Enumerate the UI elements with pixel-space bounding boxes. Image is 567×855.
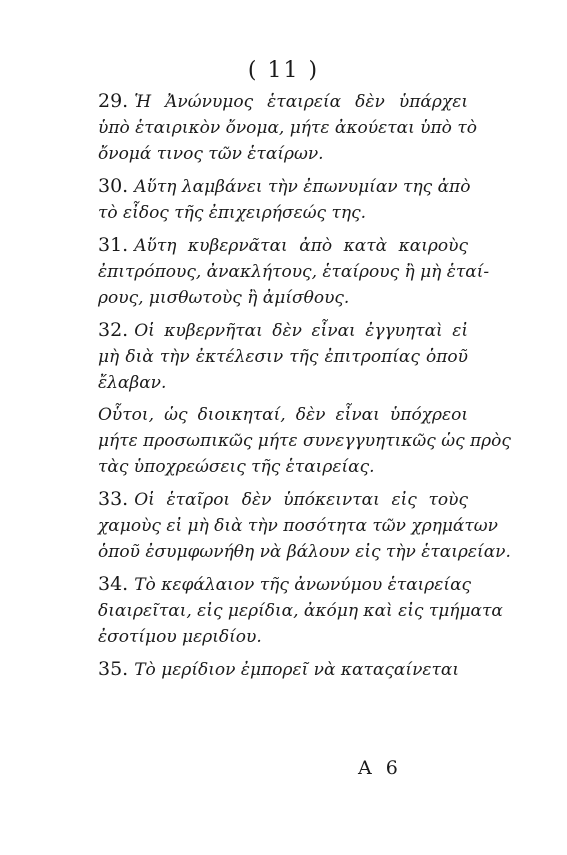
line-text: Τὸ μερίδιον ἐμπορεῖ νὰ καταςαίνεται <box>134 660 460 680</box>
line-text: ἐσοτίμου μεριδίου. <box>98 627 262 647</box>
line-text: Αὕτη λαμβάνει τὴν ἐπωνυμίαν της ἀπὸ <box>134 177 471 197</box>
line-text: μὴ διὰ τὴν ἐκτέλεσιν τῆς ἐπιτροπίας ὁποῦ <box>98 347 468 367</box>
text-line <box>98 513 499 539</box>
text-line <box>98 232 468 259</box>
paragraph-number: 34. <box>98 573 129 595</box>
line-text: μήτε προσωπικῶς μήτε συνεγγυητικῶς ὡς πρὸς <box>98 431 511 451</box>
text-line <box>98 428 511 454</box>
text-line <box>98 402 468 428</box>
text-line <box>98 598 503 624</box>
line-text: τὰς ὑποχρεώσεις τῆς ἑταιρείας. <box>98 457 375 477</box>
line-text: Οἱ κυβερνῆται δὲν εἶναι ἐγγυηταὶ εἰ <box>134 321 468 341</box>
line-text: τὸ εἶδος τῆς ἐπιχειρήσεώς της. <box>98 203 366 223</box>
line-text: ὁποῦ ἐσυμφωνήθη νὰ βάλουν εἰς τὴν ἑταιρείαν. <box>98 542 511 562</box>
text-line <box>98 344 468 370</box>
text-line <box>98 571 472 598</box>
line-text: Ἡ Ἀνώνυμος ἑταιρεία δὲν ὑπάρχει <box>134 92 468 112</box>
signature-mark: Α 6 <box>358 757 402 779</box>
line-text: Τὸ κεφάλαιον τῆς ἀνωνύμου ἑταιρείας <box>134 575 472 595</box>
paragraph <box>98 317 468 396</box>
paragraph-number: 35. <box>98 658 129 680</box>
line-text: διαιρεῖται, εἰς μερίδια, ἀκόμη καὶ εἰς τμήματα <box>98 601 503 621</box>
paragraph-number: 33. <box>98 488 129 510</box>
text-line <box>98 624 468 650</box>
text-line <box>98 539 511 565</box>
line-text: Αὕτη κυβερνᾶται ἀπὸ κατὰ καιροὺς <box>134 236 468 256</box>
text-line <box>98 173 471 200</box>
text-line <box>98 259 490 285</box>
line-text: χαμοὺς εἰ μὴ διὰ τὴν ποσότητα τῶν χρημάτων <box>98 516 499 536</box>
line-text: ὄνομά τινος τῶν ἑταίρων. <box>98 144 324 164</box>
text-line <box>98 656 468 683</box>
text-line <box>98 285 468 311</box>
line-text: ἔλαβαν. <box>98 373 167 393</box>
line-text: Οὗτοι, ὡς διοικηταί, δὲν εἶναι ὑπόχρεοι <box>98 405 468 425</box>
line-text: ρους, μισθωτοὺς ἢ ἀμίσθους. <box>98 288 350 308</box>
paragraph-number: 30. <box>98 175 129 197</box>
text-line <box>98 486 468 513</box>
paragraph <box>98 486 511 565</box>
line-text: Οἱ ἑταῖροι δὲν ὑπόκεινται εἰς τοὺς <box>134 490 468 510</box>
paragraph <box>98 173 471 226</box>
paragraph <box>98 88 477 167</box>
paragraph-number: 29. <box>98 90 129 112</box>
text-line <box>98 454 468 480</box>
text-line <box>98 317 468 344</box>
paragraph <box>98 656 468 683</box>
page-number: ( 11 ) <box>247 58 320 83</box>
paragraph <box>98 402 511 480</box>
paragraph-number: 32. <box>98 319 129 341</box>
text-line <box>98 200 468 226</box>
text-line <box>98 370 468 396</box>
body-text <box>98 88 511 689</box>
text-line <box>98 88 468 115</box>
paragraph <box>98 232 490 311</box>
text-line <box>98 141 468 167</box>
paragraph-number: 31. <box>98 234 129 256</box>
text-line <box>98 115 477 141</box>
line-text: ὑπὸ ἑταιρικὸν ὄνομα, μήτε ἀκούεται ὑπὸ τὸ <box>98 118 477 138</box>
paragraph <box>98 571 503 650</box>
line-text: ἐπιτρόπους, ἀνακλήτους, ἑταίρους ἢ μὴ ἑταί- <box>98 262 490 282</box>
